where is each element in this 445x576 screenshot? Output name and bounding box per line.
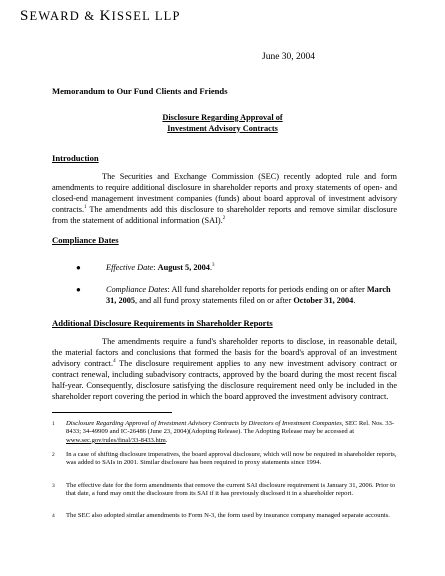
compliance-text-end: . xyxy=(353,296,356,306)
footnote-italic-title: Disclosure Regarding Approval of Investment Advisory Contracts by Directors of Investment Companies xyxy=(66,420,342,427)
bullet-icon: ● xyxy=(76,263,81,272)
footnote-separator xyxy=(52,412,172,413)
footnote-ref-1[interactable]: 1 xyxy=(84,205,87,211)
footnote-2 xyxy=(52,451,397,468)
bullet-icon: ● xyxy=(76,285,81,294)
compliance-date-1: March 31, 2005 xyxy=(106,285,391,306)
compliance-text-a: : All fund shareholder reports for periods ending on or after xyxy=(167,285,367,294)
title-line-2: Investment Advisory Contracts xyxy=(167,123,278,133)
document-title xyxy=(0,113,445,134)
intro-text-1: The Securities and Exchange Commission (SEC) recently adopted rule and form amendments to require additional disclosure in shareholder reports and proxy statements of open- and closed-end management investment companies (funds) about board approval of investment advisory contracts. xyxy=(52,172,397,215)
additional-text-1: The amendments require a fund's shareholder reports to disclose, in reasonable detail, the material factors and conclusions that formed the basis for the board's approval of an investment advisory contract. xyxy=(52,337,397,369)
intro-text-2: The amendments add this disclosure to shareholder reports and remove similar disclosure from the statement of additional information (SAI). xyxy=(52,205,397,226)
footnote-number: 3 xyxy=(52,483,55,489)
firm-suffix: LLP xyxy=(154,9,181,23)
firm-name-2: ISSEL xyxy=(111,9,151,23)
effective-date-sep: : xyxy=(153,263,158,272)
compliance-dates-item xyxy=(106,284,396,306)
additional-text-2: The disclosure requirement applies to any new investment advisory contract or contract renewal, including subadvisory contracts, approved by the board during the most recent fiscal half-year. Consequently, disclosure satisfying the disclosure requirement need only be included in the shareholder report covering the period in which the board approved the investment advisory contract. xyxy=(52,359,397,402)
adopting-release-link[interactable]: www.sec.gov/rules/final/33-8433.htm xyxy=(66,436,166,444)
footnote-ref-4[interactable]: 4 xyxy=(113,359,116,365)
footnote-number: 1 xyxy=(52,421,55,427)
footnote-number: 4 xyxy=(52,513,55,519)
title-line-1: Disclosure Regarding Approval of xyxy=(162,113,283,122)
footnote-ref-3[interactable]: 3 xyxy=(212,263,215,269)
footnote-4 xyxy=(52,512,397,520)
firm-letterhead xyxy=(20,8,181,25)
footnote-ref-2[interactable]: 2 xyxy=(222,216,226,222)
footnote-text: The SEC also adopted similar amendments to Form N-3, the form used by insurance company managed separate accounts. xyxy=(66,512,390,519)
footnote-1 xyxy=(52,420,397,445)
effective-date-item xyxy=(106,262,396,273)
compliance-dates-label: Compliance Dates xyxy=(106,285,168,294)
firm-initial-2: K xyxy=(99,8,112,24)
memo-date: June 30, 2004 xyxy=(262,52,316,62)
firm-initial-1: S xyxy=(20,8,30,24)
firm-ampersand: & xyxy=(84,9,96,23)
heading-compliance-dates: Compliance Dates xyxy=(52,235,119,245)
footnote-body: , SEC Rel. Nos. 33-8433; 34-49909 and IC-26486 (June 23, 2004)(Adopting Release). The Adopting Release may be accessed at xyxy=(66,420,395,436)
footnote-text xyxy=(66,420,397,445)
footnote-text: In a case of shifting disclosure imperatives, the board approval disclosure, which will now be required in shareholder reports, was added to SAIs in 2001. Similar disclosure has been required in proxy statements since 1994. xyxy=(66,451,397,467)
footnote-number: 2 xyxy=(52,452,55,458)
additional-disclosure-paragraph xyxy=(52,336,397,403)
effective-date-value: August 5, 2004 xyxy=(157,263,210,272)
effective-date-label: Effective Date xyxy=(106,263,154,272)
footnote-3 xyxy=(52,482,397,499)
firm-name-1: EWARD xyxy=(29,9,80,23)
footnote-end: . xyxy=(165,436,168,444)
introduction-paragraph xyxy=(52,171,397,226)
memo-addressee: Memorandum to Our Fund Clients and Friends xyxy=(52,86,228,96)
effective-date-end: . xyxy=(209,263,213,272)
footnote-text: The effective date for the form amendments that remove the current SAI disclosure requirement is January 31, 2006. Prior to that date, a fund may omit the disclosure from its SAI if it has previously disclosed it in a shareholder report. xyxy=(66,482,396,498)
compliance-text-b: , and all fund proxy statements filed on or after xyxy=(135,296,294,306)
heading-additional-disclosure: Additional Disclosure Requirements in Shareholder Reports xyxy=(52,318,273,328)
heading-introduction: Introduction xyxy=(52,153,99,163)
compliance-date-2: October 31, 2004 xyxy=(293,296,354,306)
